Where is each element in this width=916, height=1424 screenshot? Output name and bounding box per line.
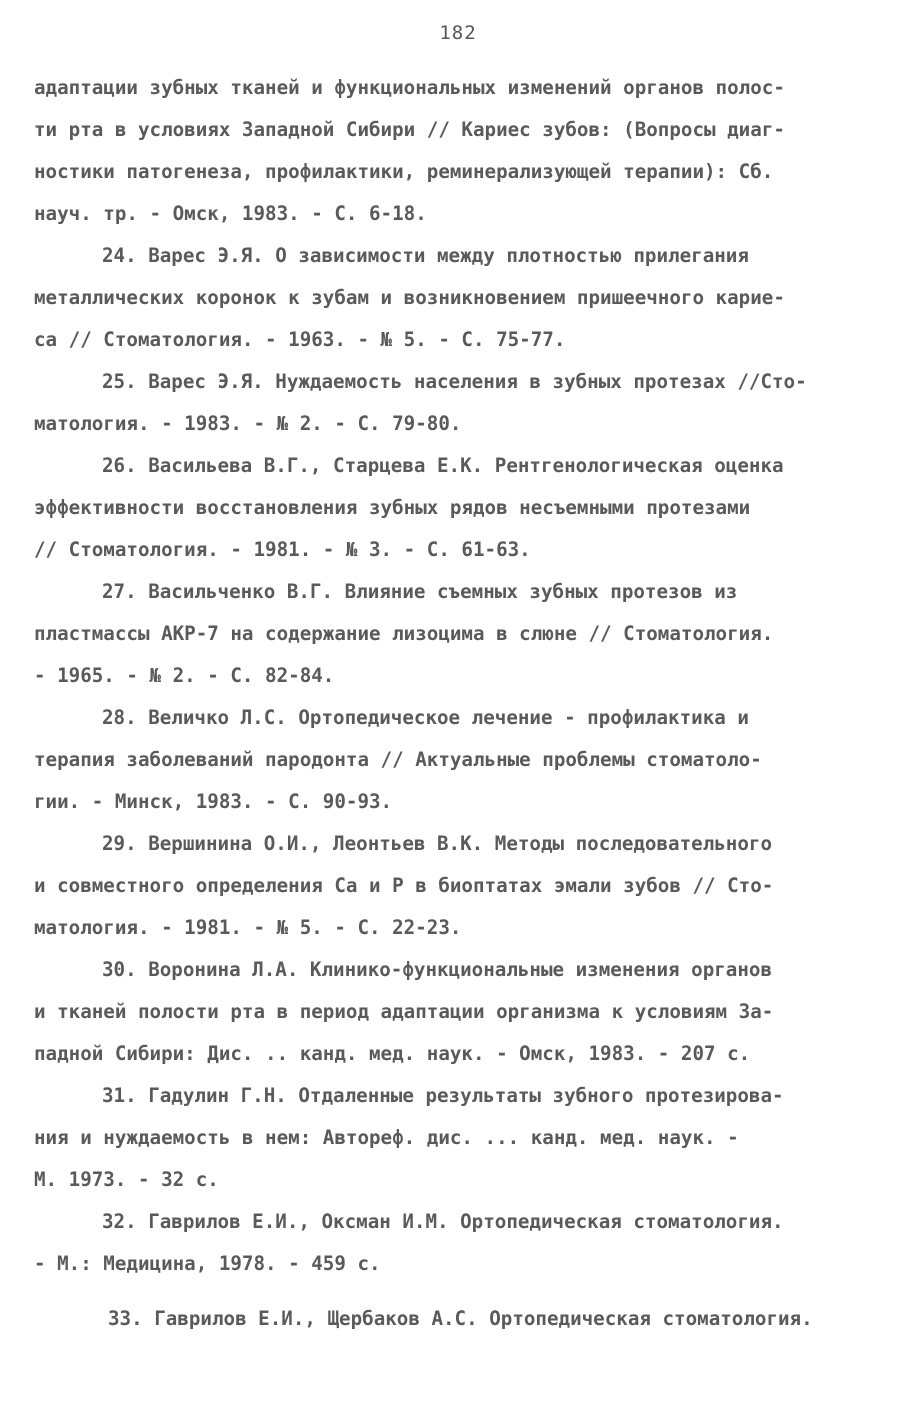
- text-line: са // Стоматология. - 1963. - № 5. - С. 75-77.: [34, 328, 566, 351]
- text-line: эффективности восстановления зубных рядов несъемными протезами: [34, 496, 751, 519]
- text-line: и тканей полости рта в период адаптации организма к условиям За-: [34, 1000, 774, 1023]
- text-line: пластмассы АКР-7 на содержание лизоцима в слюне // Стоматология.: [34, 622, 774, 645]
- text-line: гии. - Минск, 1983. - С. 90-93.: [34, 790, 393, 813]
- page-number: 182: [439, 22, 477, 44]
- text-line: 26. Васильева В.Г., Старцева Е.К. Рентгенологическая оценка: [102, 454, 784, 477]
- text-line: и совместного определения Са и Р в биоптатах эмали зубов // Сто-: [34, 874, 774, 897]
- text-line: М. 1973. - 32 с.: [34, 1168, 219, 1191]
- text-line: матология. - 1981. - № 5. - С. 22-23.: [34, 916, 462, 939]
- text-line: ния и нуждаемость в нем: Автореф. дис. ... канд. мед. наук. -: [34, 1126, 739, 1149]
- text-line: 33. Гаврилов Е.И., Щербаков А.С. Ортопедическая стоматология.: [108, 1307, 813, 1330]
- text-line: адаптации зубных тканей и функциональных изменений органов полос-: [34, 76, 785, 99]
- text-line: металлических коронок к зубам и возникновением пришеечного карие-: [34, 286, 785, 309]
- text-line: ти рта в условиях Западной Сибири // Кариес зубов: (Вопросы диаг-: [34, 118, 785, 141]
- text-line: - М.: Медицина, 1978. - 459 с.: [34, 1252, 381, 1275]
- text-line: науч. тр. - Омск, 1983. - С. 6-18.: [34, 202, 427, 225]
- text-line: 28. Величко Л.С. Ортопедическое лечение - профилактика и: [102, 706, 749, 729]
- text-line: 31. Гадулин Г.Н. Отдаленные результаты зубного протезирова-: [102, 1084, 784, 1107]
- text-line: - 1965. - № 2. - С. 82-84.: [34, 664, 335, 687]
- text-line: ностики патогенеза, профилактики, реминерализующей терапии): Сб.: [34, 160, 774, 183]
- text-line: 29. Вершинина О.И., Леонтьев В.К. Методы последовательного: [102, 832, 773, 855]
- text-line: терапия заболеваний пародонта // Актуальные проблемы стоматоло-: [34, 748, 762, 771]
- text-line: матология. - 1983. - № 2. - С. 79-80.: [34, 412, 462, 435]
- text-line: падной Сибири: Дис. .. канд. мед. наук. - Омск, 1983. - 207 с.: [34, 1042, 751, 1065]
- text-line: // Стоматология. - 1981. - № 3. - С. 61-63.: [34, 538, 531, 561]
- text-line: 30. Воронина Л.А. Клинико-функциональные изменения органов: [102, 958, 773, 981]
- text-line: 32. Гаврилов Е.И., Оксман И.М. Ортопедическая стоматология.: [102, 1210, 784, 1233]
- text-line: 24. Варес Э.Я. О зависимости между плотностью прилегания: [102, 244, 749, 267]
- text-line: 27. Васильченко В.Г. Влияние съемных зубных протезов из: [102, 580, 738, 603]
- text-line: 25. Варес Э.Я. Нуждаемость населения в зубных протезах //Сто-: [102, 370, 807, 393]
